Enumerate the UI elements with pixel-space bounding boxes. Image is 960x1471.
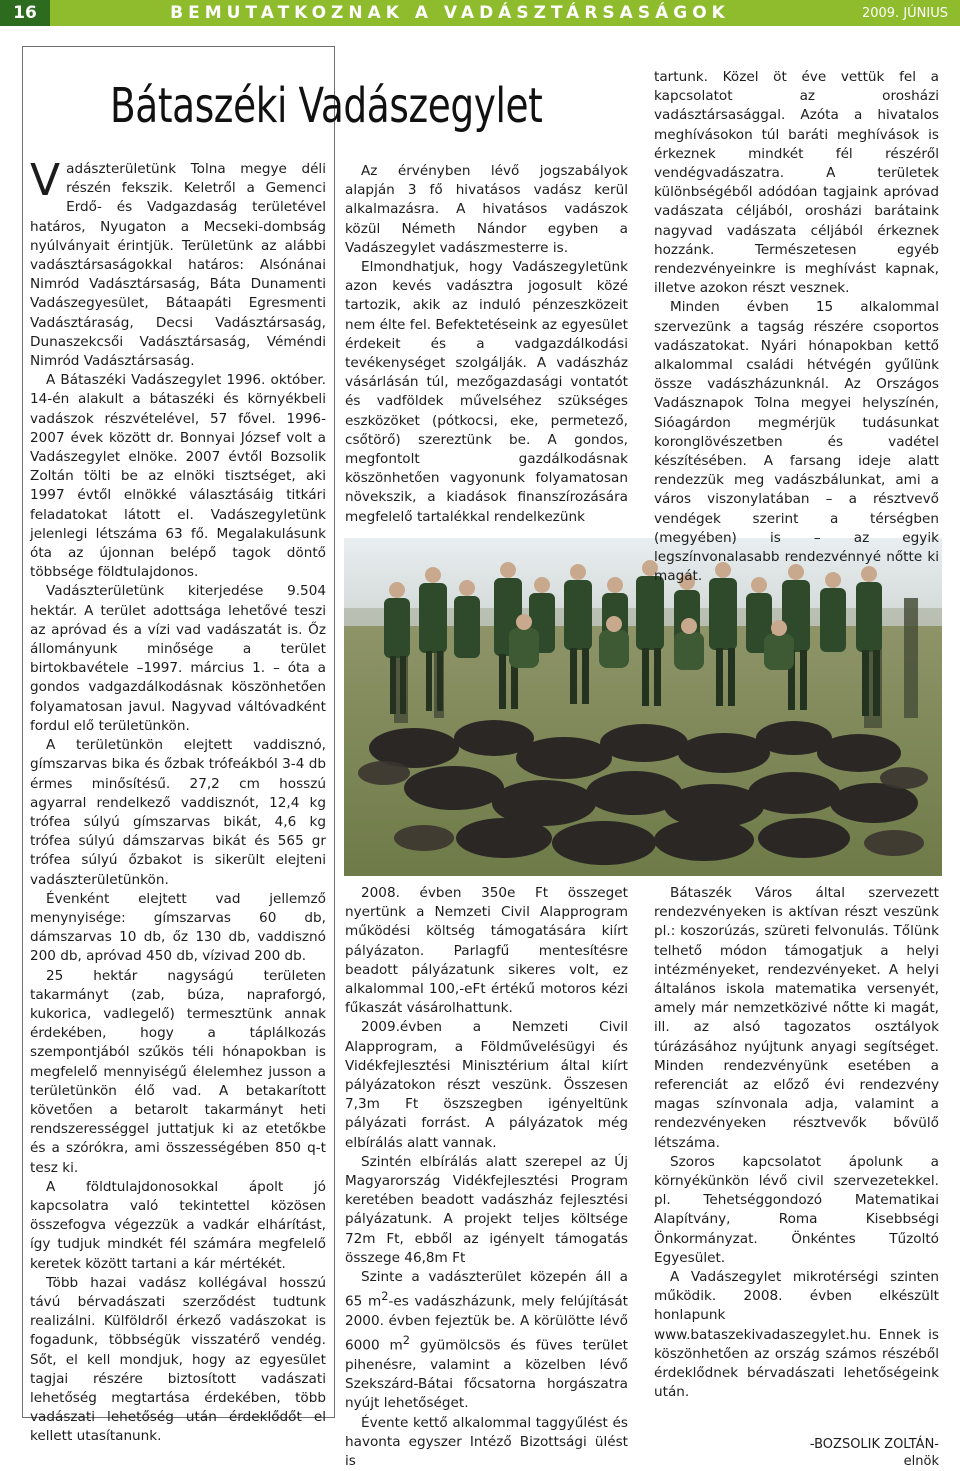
paragraph: A területünkön elejtett vaddisznó, gímszarvas bika és őzbak trófeákból 3-4 db érmes minősítésű. 27,2 cm hosszú agyarral rendelkező vaddisznót, 12,4 kg trófea súlyú gímszarvas bikát, 4,6 kg trófea súlyú dámszarvas bikát és 565 gr trófea súlyú őzbakot is sikerült elejteni vadászterületünkön.: [30, 737, 326, 888]
section-title: BEMUTATKOZNAK A VADÁSZTÁRSASÁGOK: [170, 3, 730, 23]
paragraph: Minden évben 15 alkalommal szervezünk a tagság részére csoportos vadászatokat. Nyári hónapokban kettő alkalommal családi hétvégén gyűlünk össze vadászházunknál. Az Országos Vadásznapok Tolna megyei helyszínén, Sióagárdon megmérjük tudásunkat koronglövészetben és vadétel készítésében. A farsang ideje alatt rendezzük meg vadászbálunkat, ami a város viszonylatában – a résztvevő vendégek szerint a térségben (megyében) is – az egyik legszínvonalasabb rendezvénnyé nőtte ki magát.: [654, 299, 939, 585]
paragraph: Több hazai vadász kollégával hosszú távú bérvadászati szerződést tudtunk realizálni. Külföldről érkező vadászokat is fogadunk, többségük visszatérő vendég. Sőt, el kell mondjuk, hogy az egyesület tagjai részére biztosított vadászati lehetőség megtartása érdekében, több vadászati lehetőség után érdeklődőt el kellett utasítanunk.: [30, 1274, 326, 1445]
paragraph: 2009.évben a Nemzeti Civil Alapprogram, a Földművelésügyi és Vidékfejlesztési Minisztérium által kiírt pályázatokon részt veszünk. Összesen 7,3m Ft öszszegben igényeltünk pályázati forrást. A pályázatok még elbírálás alatt vannak.: [345, 1019, 628, 1151]
hunting-group-photo: [344, 538, 942, 876]
paragraph: Évenként elejtett vad jellemző menynyisége: gímszarvas 60 db, dámszarvas 10 db, őz 130 db, vaddisznó 200 db, apróvad 450 db, vízivad 200 db.: [30, 890, 326, 965]
paragraph: Elmondhatjuk, hogy Vadászegyletünk azon kevés vadásztra jogosult közé tartozik, akik az induló pénzeszközeit nem élte fel. Befektetéseink az egyesület érdekeit és a vadgazdálkodási tevékenységet szolgálják. A vadászház vásárlásán túl, mezőgazdasági vontatót és vadföldek művelséhez szükséges eszközöket (pótkocsi, eke, permetező, csőtörő) szereztünk be. A gondos, megfontolt gazdálkodásnak köszönhetően vagyonunk folyamatosan növekszik, a kiadások finanszírozására megfelelő tartalékkal rendelkezünk: [345, 259, 628, 525]
text-column-1: [30, 155, 326, 1447]
author-signature: [654, 1436, 939, 1470]
paragraph: 25 hektár nagyságú területen takarmányt (zab, búza, napraforgó, kukorica, vadlegelő) termesztünk annak érdekében, hogy a táplálkozás szempontjából szűkös téli hónapokban is megfelelő mennyiségű élelemhez jusson a területünkön élő vad. A betakarított követően a betarolt takarmányt heti rendszerességgel juttatjuk ki az etetőkbe és a szórókra, ami összességében 850 q-t tesz ki.: [30, 967, 326, 1176]
paragraph: Évente kettő alkalommal taggyűlést és havonta egyszer Intéző Bizottsági ülést is: [345, 1414, 628, 1469]
paragraph: tartunk. Közel öt éve vettük fel a kapcsolatot az orosházi vadásztársasággal. Azóta a hivatalos meghívásokon túl baráti meghívások is érkeznek mindkét fél részéről vendégvadászatra. A területek különbségéből adódóan tagjaink apróvad vadászata céljából, orosházi barátaink nagyvad vadászata céljából érkeznek hozzánk. Természetesen egyéb rendezvényeinkre is meghívást kapnak, illetve azokon részt vesznek.: [654, 69, 939, 297]
drop-cap: V: [30, 155, 61, 206]
page-header: [0, 0, 960, 26]
text-column-2: [345, 162, 628, 527]
text-column-3: [654, 68, 939, 586]
paragraph: Szintén elbírálás alatt szerepel az Új Magyarország Vidékfejlesztési Program keretében beadott vadászház fejlesztési pályázatunk. A projekt teljes költsége 72m Ft, ebből az igényelt támogatás összege 46,8m Ft: [345, 1153, 628, 1266]
paragraph: Az érvényben lévő jogszabályok alapján 3 fő hivatásos vadász kerül alkalmazásra. A hivatásos vadászok közül Németh Nándor egyben a Vadászegylet vadászmesterre is.: [345, 163, 628, 256]
paragraph: Szoros kapcsolatot ápolunk a környékünkön lévő civil szervezetekkel. pl. Tehetséggondozó Matematikai Alapítvány, Roma Kisebbségi Önkormányzat. Önkéntes Tűzoltó Egyesület.: [654, 1153, 939, 1266]
paragraph: A Vadászegylet mikrotérségi szinten működik. 2008. évben elkészült honlapunk www.bataszekivadaszegylet.hu. Ennek is köszönhetően az ország számos részéből érdeklődnek bérvadászati lehetőségeink után.: [654, 1269, 939, 1401]
paragraph: Vadászterületünk kiterjedése 9.504 hektár. A terület adottsága lehetővé teszi az apróvad és a vízi vad vadászatát is. Őz állományunk minősége a terület birtokbavétele –1997. március 1. – óta a gondos vadgazdálkodásnak köszönhetően folyamatosan javul. Nagyvad váltóvadként fordul elő területünkön.: [30, 583, 326, 734]
author-name: -BOZSOLIK ZOLTÁN-: [809, 1437, 939, 1453]
paragraph: 2008. évben 350e Ft összeget nyertünk a Nemzeti Civil Alapprogram működési költség támogatására kiírt pályázaton. Parlagfű mentesítésre beadott pályázatunk sikeres volt, ez alkalommal 100,-eFt értékű motoros kézi fűkaszát vásárolhattunk.: [345, 885, 628, 1017]
paragraph: Vadászterületünk Tolna megye déli részén fekszik. Keletről a Gemenci Erdő- és Vadgazdaság területével határos, Nyugaton a Mecseki-dombság nyúlványait érintjük. Területünk az alábbi vadásztársaságokkal határos: Alsónánai Nimród Vadásztársaság, Báta Dunamenti Vadászegyesület, Bátaapáti Egresmenti Vadásztáraság, Decsi Vadásztársaság, Dunaszekcsői Vadásztársaság, Véméndi Nimród Vadásztársaság.: [30, 155, 326, 370]
paragraph: Szinte a vadászterület közepén áll a 65 $m^2-es$ vadászházunk, mely felújítását 2000. évben fejeztük be. A körülötte lévő 6000 $m^2$ gyümölcsös és füves terület pihenésre, valamint a közelben lévő Szekszárd-Bátai főcsatorna horgászatra nyújt lehetőséget.: [345, 1269, 628, 1412]
text-column-3-lower: [654, 884, 939, 1470]
issue-date: 2009. JÚNIUS: [861, 5, 948, 21]
paragraph: A földtulajdonosokkal ápolt jó kapcsolatra való tekintettel közösen összefogva végezzük a vadkár elhárítást, így tudjuk mindkét fél számára megfelelő keretek között tartani a kár mértékét.: [30, 1178, 326, 1272]
article-title: Bátaszéki Vadászegylet: [110, 78, 543, 134]
author-role: elnök: [903, 1454, 939, 1470]
paragraph: Bátaszék Város által szervezett rendezvényeken is aktívan részt veszünk pl.: koszorúzás, szüreti felvonulás. Tőlünk telhető módon támogatjuk a helyi intézményeket, rendezvényeket. A helyi általános iskola matematika versenyét, amely már nemzetközivé nőtte ki magát, ill. az alsó tagozatos osztályok túrázásához nyújtunk anyagi segítséget. Minden rendezvényünk esetében a referenciát az előző évi rendezvény magas színvonala adja, valamint a rendezvényeken résztvevők bővülő létszáma.: [654, 885, 939, 1151]
page-number: 16: [0, 0, 50, 26]
text-column-2-lower: [345, 884, 628, 1471]
paragraph: A Bátaszéki Vadászegylet 1996. október. 14-én alakult a bátaszéki és környékbeli vadászok részvételével, 57 fővel. 1996-2007 évek között dr. Bonnyai József volt a Vadászegylet elnöke. 2007 évtől Bozsolik Zoltán tölti be az elnöki tisztséget, aki 1997 évtől elnökké választásáig titkári feladatokat látott el. Vadászegyletünk jelenlegi létszáma 63 fő. Megalakulásunk óta az újonnan belépő tagok döntő többsége földtulajdonos.: [30, 372, 326, 581]
